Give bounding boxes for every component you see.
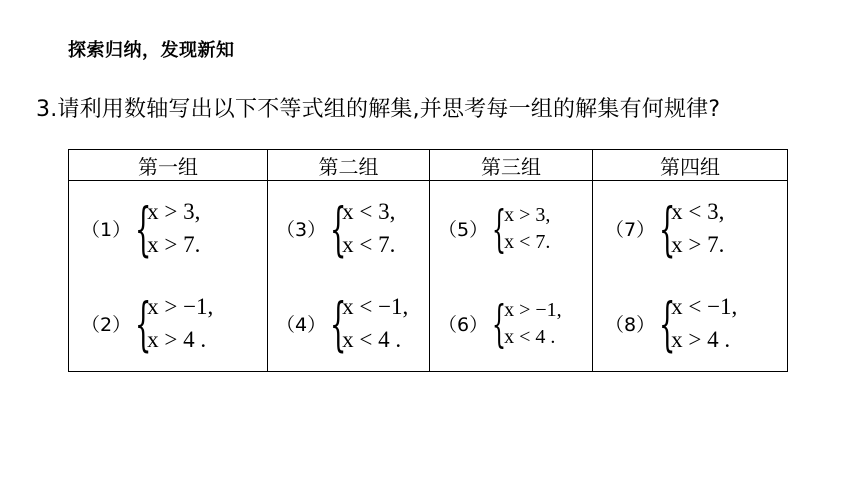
problem-8 bbox=[593, 276, 787, 371]
question-text: 3.请利用数轴写出以下不等式组的解集,并思考每一组的解集有何规律? bbox=[36, 97, 721, 122]
problem-number: （7） bbox=[605, 219, 656, 241]
problem-number: （6） bbox=[438, 314, 489, 336]
group-3-cell bbox=[430, 181, 593, 372]
inequality: x > −1, bbox=[147, 294, 214, 320]
inequality: x < 7. bbox=[342, 231, 396, 257]
brace-icon: { bbox=[491, 199, 507, 258]
inequality-table bbox=[68, 149, 788, 372]
problem-number: （4） bbox=[276, 314, 327, 336]
inequality: x < 4 . bbox=[342, 326, 402, 352]
inequality: x < 3, bbox=[342, 199, 396, 225]
inequality: x > 7. bbox=[147, 231, 201, 257]
brace-icon: { bbox=[658, 289, 676, 358]
section-heading: 探索归纳，发现新知 bbox=[68, 40, 235, 61]
brace-icon: { bbox=[329, 194, 347, 263]
problem-2 bbox=[69, 276, 267, 371]
column-header-group-3: 第三组 bbox=[430, 150, 593, 181]
table-row bbox=[69, 181, 788, 372]
problem-6 bbox=[430, 276, 592, 371]
group-2-cell bbox=[268, 181, 430, 372]
inequality: x > −1, bbox=[504, 298, 562, 321]
column-header-group-4: 第四组 bbox=[593, 150, 788, 181]
brace-icon: { bbox=[329, 289, 347, 358]
brace-icon: { bbox=[134, 194, 152, 263]
problem-1 bbox=[69, 181, 267, 276]
inequality: x < 7. bbox=[504, 230, 551, 253]
problem-5 bbox=[430, 181, 592, 276]
inequality: x > 7. bbox=[671, 231, 725, 257]
inequality: x < −1, bbox=[342, 294, 409, 320]
column-header-group-1: 第一组 bbox=[69, 150, 268, 181]
inequality: x > 4 . bbox=[147, 326, 207, 352]
problem-number: （8） bbox=[605, 314, 656, 336]
problem-number: （1） bbox=[81, 219, 132, 241]
problem-number: （3） bbox=[276, 219, 327, 241]
table-header-row bbox=[69, 150, 788, 181]
inequality: x > 4 . bbox=[671, 326, 731, 352]
inequality: x > 3, bbox=[147, 199, 201, 225]
group-1-cell bbox=[69, 181, 268, 372]
column-header-group-2: 第二组 bbox=[268, 150, 430, 181]
inequality: x > 3, bbox=[504, 203, 551, 226]
brace-icon: { bbox=[658, 194, 676, 263]
problem-7 bbox=[593, 181, 787, 276]
inequality: x < 4 . bbox=[504, 325, 556, 348]
brace-icon: { bbox=[491, 294, 507, 353]
inequality: x < −1, bbox=[671, 294, 738, 320]
problem-3 bbox=[268, 181, 429, 276]
problem-4 bbox=[268, 276, 429, 371]
inequality: x < 3, bbox=[671, 199, 725, 225]
group-4-cell bbox=[593, 181, 788, 372]
problem-number: （5） bbox=[438, 219, 489, 241]
brace-icon: { bbox=[134, 289, 152, 358]
problem-number: （2） bbox=[81, 314, 132, 336]
